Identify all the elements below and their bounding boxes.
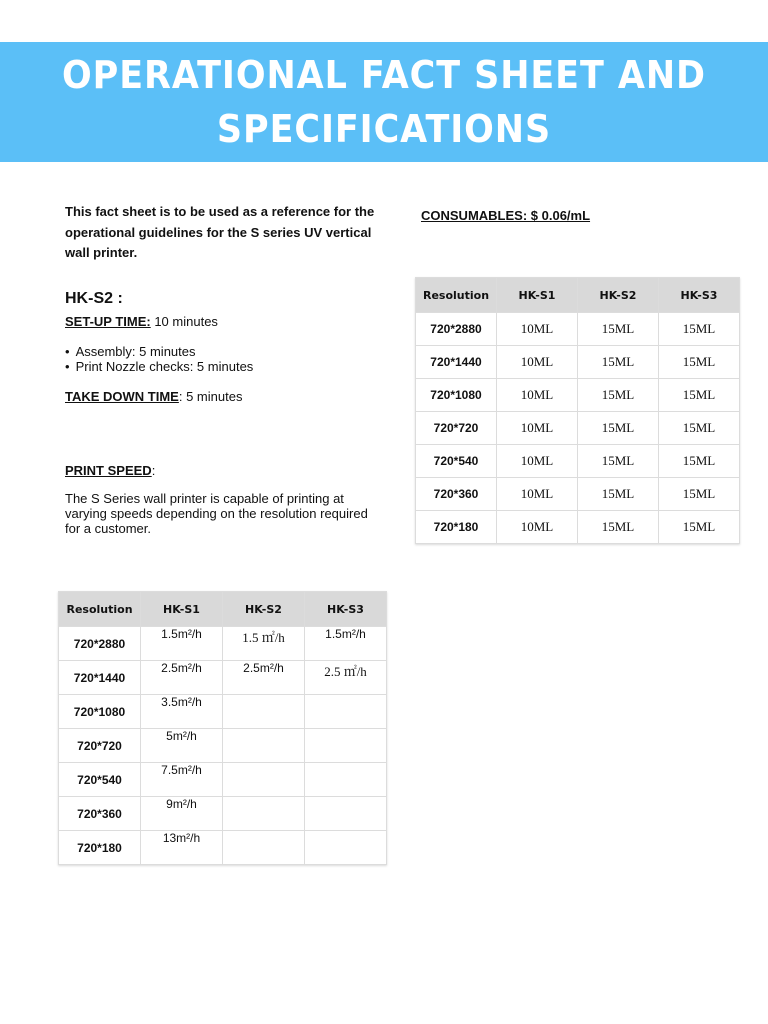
resolution-cell: 720*540 bbox=[59, 763, 141, 797]
table-row bbox=[416, 346, 740, 379]
table-header-row bbox=[416, 278, 740, 313]
value-cell bbox=[223, 763, 305, 797]
table-row bbox=[59, 661, 387, 695]
resolution-cell: 720*720 bbox=[59, 729, 141, 763]
value-cell: 5m²/h bbox=[141, 729, 223, 763]
value-cell: 15ML bbox=[578, 379, 659, 412]
table-header-row bbox=[59, 592, 387, 627]
value-cell: 2.5m²/h bbox=[141, 661, 223, 695]
value-cell: 10ML bbox=[497, 478, 578, 511]
value-cell: 15ML bbox=[659, 379, 740, 412]
value-cell bbox=[305, 763, 387, 797]
print-speed-table bbox=[58, 591, 387, 865]
value-cell: 13m²/h bbox=[141, 831, 223, 865]
value-cell: 15ML bbox=[578, 478, 659, 511]
table-row bbox=[416, 379, 740, 412]
takedown-time-value: : 5 minutes bbox=[178, 389, 243, 404]
value-cell bbox=[305, 797, 387, 831]
value-cell: 15ML bbox=[578, 445, 659, 478]
consumables-label: CONSUMABLES: $ 0.06/mL bbox=[421, 208, 591, 223]
table-row bbox=[59, 729, 387, 763]
column-header: HK-S3 bbox=[659, 278, 740, 313]
value-cell bbox=[223, 695, 305, 729]
resolution-cell: 720*720 bbox=[416, 412, 497, 445]
resolution-cell: 720*540 bbox=[416, 445, 497, 478]
resolution-cell: 720*360 bbox=[59, 797, 141, 831]
value-cell: 15ML bbox=[578, 412, 659, 445]
table-row bbox=[59, 627, 387, 661]
resolution-cell: 720*1080 bbox=[416, 379, 497, 412]
value-cell: 9m²/h bbox=[141, 797, 223, 831]
value-cell: 7.5m²/h bbox=[141, 763, 223, 797]
column-header: HK-S1 bbox=[497, 278, 578, 313]
value-cell: 15ML bbox=[659, 346, 740, 379]
value-cell: 10ML bbox=[497, 313, 578, 346]
resolution-cell: 720*180 bbox=[416, 511, 497, 544]
table-row bbox=[59, 763, 387, 797]
value-cell: 15ML bbox=[578, 346, 659, 379]
value-cell bbox=[305, 729, 387, 763]
value-cell: 1.5 ㎡/h bbox=[223, 627, 305, 661]
value-cell: 2.5 ㎡/h bbox=[305, 661, 387, 695]
table-row bbox=[59, 695, 387, 729]
table-row bbox=[416, 511, 740, 544]
setup-time-label: SET-UP TIME: bbox=[65, 314, 151, 329]
title-banner bbox=[0, 42, 768, 162]
model-heading: HK-S2 : bbox=[65, 290, 123, 307]
table-row bbox=[416, 412, 740, 445]
column-header: Resolution bbox=[416, 278, 497, 313]
column-header: HK-S3 bbox=[305, 592, 387, 627]
print-speed-label: PRINT SPEED bbox=[65, 463, 152, 478]
print-speed-suffix: : bbox=[151, 463, 156, 478]
value-cell: 10ML bbox=[497, 511, 578, 544]
value-cell: 15ML bbox=[659, 511, 740, 544]
value-cell: 10ML bbox=[497, 346, 578, 379]
value-cell: 15ML bbox=[659, 412, 740, 445]
table-row bbox=[416, 445, 740, 478]
setup-breakdown-list bbox=[65, 344, 253, 374]
value-cell: 10ML bbox=[497, 379, 578, 412]
value-cell bbox=[223, 729, 305, 763]
resolution-cell: 720*180 bbox=[59, 831, 141, 865]
consumables-table bbox=[415, 277, 740, 544]
table-row bbox=[416, 313, 740, 346]
print-speed bbox=[65, 461, 155, 481]
resolution-cell: 720*360 bbox=[416, 478, 497, 511]
value-cell: 1.5m²/h bbox=[141, 627, 223, 661]
takedown-time bbox=[65, 387, 242, 407]
column-header: HK-S1 bbox=[141, 592, 223, 627]
list-item: • Assembly: 5 minutes bbox=[65, 344, 253, 359]
column-header: HK-S2 bbox=[578, 278, 659, 313]
value-cell: 15ML bbox=[659, 313, 740, 346]
value-cell: 2.5m²/h bbox=[223, 661, 305, 695]
value-cell: 3.5m²/h bbox=[141, 695, 223, 729]
page-title: OPERATIONAL FACT SHEET AND SPECIFICATIONS bbox=[62, 53, 706, 151]
resolution-cell: 720*1080 bbox=[59, 695, 141, 729]
value-cell bbox=[223, 831, 305, 865]
table-row bbox=[59, 831, 387, 865]
value-cell bbox=[305, 695, 387, 729]
table-row bbox=[416, 478, 740, 511]
value-cell: 15ML bbox=[578, 511, 659, 544]
value-cell: 15ML bbox=[578, 313, 659, 346]
setup-time-value: 10 minutes bbox=[150, 314, 218, 329]
value-cell: 15ML bbox=[659, 478, 740, 511]
table-row bbox=[59, 797, 387, 831]
value-cell: 15ML bbox=[659, 445, 740, 478]
print-speed-description: The S Series wall printer is capable of printing at varying speeds depending on the resolution required for a customer. bbox=[65, 491, 368, 536]
takedown-time-label: TAKE DOWN TIME bbox=[65, 389, 179, 404]
column-header: Resolution bbox=[59, 592, 141, 627]
value-cell: 1.5m²/h bbox=[305, 627, 387, 661]
value-cell bbox=[305, 831, 387, 865]
intro-text: This fact sheet is to be used as a reference for the operational guidelines for the S series UV vertical wall printer. bbox=[65, 204, 375, 260]
value-cell: 10ML bbox=[497, 412, 578, 445]
value-cell: 10ML bbox=[497, 445, 578, 478]
setup-time bbox=[65, 312, 218, 332]
resolution-cell: 720*2880 bbox=[416, 313, 497, 346]
column-header: HK-S2 bbox=[223, 592, 305, 627]
resolution-cell: 720*1440 bbox=[416, 346, 497, 379]
resolution-cell: 720*1440 bbox=[59, 661, 141, 695]
list-item: • Print Nozzle checks: 5 minutes bbox=[65, 359, 253, 374]
value-cell bbox=[223, 797, 305, 831]
resolution-cell: 720*2880 bbox=[59, 627, 141, 661]
